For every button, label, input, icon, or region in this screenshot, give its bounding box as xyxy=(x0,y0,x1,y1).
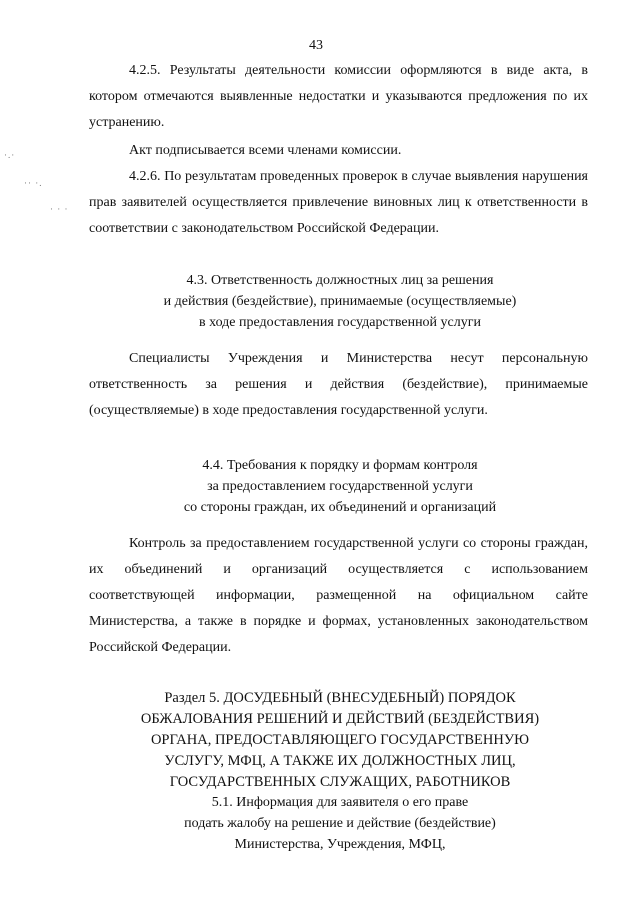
heading-4-4 xyxy=(60,455,620,518)
heading-line: Министерства, Учреждения, МФЦ, xyxy=(234,837,446,852)
paragraph-control: Контроль за предоставлением государственной услуги со стороны граждан, их объединений и организаций осуществляется с использованием соответствующей информации, размещенной на официальном сайте Министерства, а также в порядке и формах, установленных законодательством Российской Федерации. xyxy=(89,536,588,655)
heading-line: и действия (бездействие), принимаемые (осуществляемые) xyxy=(163,294,517,309)
page-number: 43 xyxy=(309,38,323,53)
heading-line: 4.3. Ответственность должностных лиц за решения xyxy=(186,273,494,288)
heading-line: в ходе предоставления государственной услуги xyxy=(199,315,481,330)
scan-artifact: ·.· xyxy=(4,150,16,160)
heading-line: УСЛУГУ, МФЦ, А ТАКЖЕ ИХ ДОЛЖНОСТНЫХ ЛИЦ, xyxy=(164,753,516,769)
paragraph-act-signed: Акт подписывается всеми членами комиссии. xyxy=(129,143,402,158)
heading-4-3 xyxy=(60,270,620,333)
heading-line: со стороны граждан, их объединений и организаций xyxy=(183,500,497,515)
paragraph-4-2-5: 4.2.5. Результаты деятельности комиссии оформляются в виде акта, в котором отмечаются выявленные недостатки и указываются предложения по их устранению. xyxy=(89,63,588,130)
paragraph-4-2-6: 4.2.6. По результатам проведенных проверок в случае выявления нарушения прав заявителей осуществляется привлечение виновных лиц к ответственности в соответствии с законодательством Российской Федерации. xyxy=(89,169,588,236)
heading-line: ОБЖАЛОВАНИЯ РЕШЕНИЙ И ДЕЙСТВИЙ (БЕЗДЕЙСТВИЯ) xyxy=(140,711,540,727)
heading-line: ГОСУДАРСТВЕННЫХ СЛУЖАЩИХ, РАБОТНИКОВ xyxy=(169,774,511,790)
heading-line: за предоставлением государственной услуги xyxy=(207,479,473,494)
paragraph-specialists: Специалисты Учреждения и Министерства несут персональную ответственность за решения и действия (бездействие), принимаемые (осуществляемые) в ходе предоставления государственной услуги. xyxy=(89,351,588,418)
heading-line: 4.4. Требования к порядку и формам контроля xyxy=(202,458,478,473)
scan-artifact: ·· ·. xyxy=(24,178,43,188)
heading-line: ОРГАНА, ПРЕДОСТАВЛЯЮЩЕГО ГОСУДАРСТВЕННУЮ xyxy=(150,732,530,748)
scan-artifact: · · · xyxy=(50,204,69,214)
heading-line: подать жалобу на решение и действие (бездействие) xyxy=(184,816,496,831)
heading-line: Раздел 5. ДОСУДЕБНЫЙ (ВНЕСУДЕБНЫЙ) ПОРЯДОК xyxy=(164,690,516,706)
heading-5-1 xyxy=(60,792,620,855)
heading-line: 5.1. Информация для заявителя о его праве xyxy=(211,795,469,810)
heading-section-5 xyxy=(60,688,620,793)
